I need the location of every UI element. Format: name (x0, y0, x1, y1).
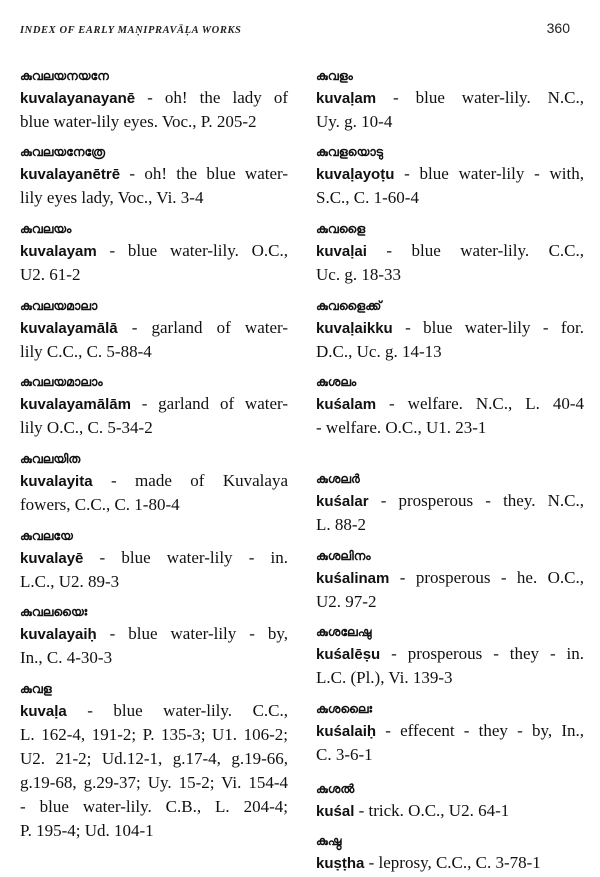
index-entry (316, 546, 584, 614)
definition-text: - blue water-lily. O.C., (96, 241, 288, 260)
transliterated-term: kuvaḷaikku (316, 320, 393, 337)
index-entry (316, 142, 584, 210)
malayalam-headword: കുവലയനേത്രേ (20, 144, 106, 159)
transliterated-term: kuśalinam (316, 570, 390, 587)
definition-line: lily C.C., C. 5-88-4 (20, 342, 152, 361)
definition-line: blue water-lily eyes. Voc., P. 205-2 (20, 112, 257, 131)
definition-text: - blue water-lily - with, (394, 164, 584, 183)
transliterated-term: kuvaḷai (316, 243, 367, 260)
definition-line: D.C., Uc. g. 14-13 (316, 342, 442, 361)
transliterated-term: kuṣṭha (316, 855, 365, 872)
definition-line-first (20, 622, 288, 646)
definition-line-first (316, 642, 584, 666)
index-entry (316, 296, 584, 364)
malayalam-headword: കുശലൈഃ (316, 701, 373, 716)
definition-text: - garland of water- (130, 394, 288, 413)
page-header (20, 22, 570, 38)
definition-line-first (316, 566, 584, 590)
transliterated-term: kuśalar (316, 493, 369, 510)
definition-line-first (316, 719, 584, 743)
definition-line: lily eyes lady, Voc., Vi. 3-4 (20, 188, 204, 207)
definition-line-first (316, 489, 584, 513)
transliterated-term: kuvalayamālā (20, 320, 118, 337)
index-entry (20, 526, 288, 594)
running-title: INDEX OF EARLY MAṆIPRAVĀḶA WORKS (20, 25, 242, 36)
malayalam-headword: കുവലയമാലാ (20, 298, 98, 313)
transliterated-term: kuvaḷayoṭu (316, 166, 395, 183)
malayalam-headword: കുവളൈക്ക് (316, 298, 382, 313)
definition-text: - oh! the blue water- (120, 164, 288, 183)
definition-line-first (20, 316, 288, 340)
definition-text: - oh! the lady of (135, 88, 288, 107)
index-entry (316, 469, 584, 537)
definition-line-first (316, 799, 584, 823)
definition-line: Uc. g. 18-33 (316, 265, 401, 284)
definition-line: U2. 97-2 (316, 592, 377, 611)
malayalam-headword: കുവലയിത (20, 451, 81, 466)
index-entry (316, 622, 584, 690)
definition-line-first (316, 316, 584, 340)
malayalam-headword: കുവലയേ (20, 528, 73, 543)
definition-line-first (20, 86, 288, 110)
definition-line: S.C., C. 1-60-4 (316, 188, 419, 207)
malayalam-headword: കുവളം (316, 68, 353, 83)
malayalam-headword: കുശലർ (316, 471, 360, 486)
malayalam-headword: കുശൽ (316, 781, 355, 796)
malayalam-headword: കുശലിനം (316, 548, 371, 563)
transliterated-term: kuvalayaiḥ (20, 626, 97, 643)
definition-line-first (20, 546, 288, 570)
transliterated-term: kuvalayanētrē (20, 166, 121, 183)
definition-line-first (316, 162, 584, 186)
definition-line: L.C. (Pl.), Vi. 139-3 (316, 668, 453, 687)
transliterated-term: kuvaḷam (316, 90, 377, 107)
transliterated-term: kuvalayanayanē (20, 90, 136, 107)
definition-text: - blue water-lily. N.C., (376, 88, 584, 107)
malayalam-headword: കുവളയൊടു (316, 144, 384, 159)
index-entry (316, 779, 584, 823)
index-entry (20, 142, 288, 210)
definition-text: - blue water-lily - for. (392, 318, 584, 337)
definition-text: - trick. O.C., U2. 64-1 (354, 801, 510, 820)
definition-line-first (20, 392, 288, 416)
transliterated-term: kuvalayamālām (20, 396, 131, 413)
index-entry (20, 679, 288, 843)
malayalam-headword: കുവലയൈഃ (20, 604, 88, 619)
index-entry (20, 296, 288, 364)
index-entry (20, 219, 288, 287)
transliterated-term: kuvalayita (20, 473, 93, 490)
definition-line-first (316, 851, 584, 875)
definition-line-first (20, 469, 288, 493)
definition-line: U2. 21-2; Ud.12-1, g.17-4, g.19-66, (20, 749, 288, 768)
definition-text: - made of Kuvalaya (92, 471, 288, 490)
index-entry (316, 66, 584, 134)
definition-line: In., C. 4-30-3 (20, 648, 113, 667)
definition-text: - blue water-lily - by, (96, 624, 288, 643)
definition-line: U2. 61-2 (20, 265, 81, 284)
definition-text: - leprosy, C.C., C. 3-78-1 (364, 853, 541, 872)
transliterated-term: kuvalayam (20, 243, 97, 260)
malayalam-headword: കുവള (20, 681, 52, 696)
transliterated-term: kuśalēṣu (316, 646, 381, 663)
definition-text: - welfare. N.C., L. 40-4 (376, 394, 584, 413)
definition-line: P. 195-4; Ud. 104-1 (20, 821, 154, 840)
definition-line: L.C., U2. 89-3 (20, 572, 120, 591)
definition-text: - prosperous - they. N.C., (368, 491, 584, 510)
malayalam-headword: കുശലേഷു (316, 624, 372, 639)
malayalam-headword: കുവളൈ (316, 221, 366, 236)
definition-line-first (20, 699, 288, 723)
malayalam-headword: കുഷ്ഠ (316, 833, 342, 848)
index-entry (316, 831, 584, 875)
definition-line-first (316, 239, 584, 263)
transliterated-term: kuśal (316, 803, 355, 820)
index-entry (316, 372, 584, 440)
index-entry (316, 699, 584, 767)
definition-line: Uy. g. 10-4 (316, 112, 393, 131)
definition-line: L. 162-4, 191-2; P. 135-3; U1. 106-2; (20, 725, 288, 744)
definition-text: - blue water-lily. C.C., (66, 701, 288, 720)
definition-text: - effecent - they - by, In., (376, 721, 584, 740)
index-entry (20, 66, 288, 134)
malayalam-headword: കുവലയമാലാം (20, 374, 103, 389)
transliterated-term: kuvalayē (20, 550, 84, 567)
definition-text: - prosperous - they - in. (380, 644, 584, 663)
malayalam-headword: കുവലയനയനേ (20, 68, 109, 83)
definition-line: L. 88-2 (316, 515, 367, 534)
page-number: 360 (546, 20, 570, 36)
definition-text: - prosperous - he. O.C., (389, 568, 584, 587)
definition-line: g.19-68, g.29-37; Uy. 15-2; Vi. 154-4 (20, 773, 288, 792)
definition-line: - welfare. O.C., U1. 23-1 (316, 418, 487, 437)
malayalam-headword: കുശലം (316, 374, 357, 389)
definition-line: C. 3-6-1 (316, 745, 373, 764)
definition-line-first (20, 239, 288, 263)
definition-line: lily O.C., C. 5-34-2 (20, 418, 153, 437)
definition-line-first (316, 392, 584, 416)
definition-line: - blue water-lily. C.B., L. 204-4; (20, 797, 288, 816)
index-entry (20, 372, 288, 440)
definition-text: - garland of water- (117, 318, 288, 337)
definition-text: - blue water-lily. C.C., (366, 241, 584, 260)
malayalam-headword: കുവലയം (20, 221, 72, 236)
transliterated-term: kuvaḷa (20, 703, 67, 720)
index-entry (20, 602, 288, 670)
definition-line-first (316, 86, 584, 110)
transliterated-term: kuśalam (316, 396, 377, 413)
index-entry (316, 219, 584, 287)
definition-line-first (20, 162, 288, 186)
definition-text: - blue water-lily - in. (83, 548, 288, 567)
index-entry (20, 449, 288, 517)
transliterated-term: kuśalaiḥ (316, 723, 377, 740)
definition-line: fowers, C.C., C. 1-80-4 (20, 495, 180, 514)
